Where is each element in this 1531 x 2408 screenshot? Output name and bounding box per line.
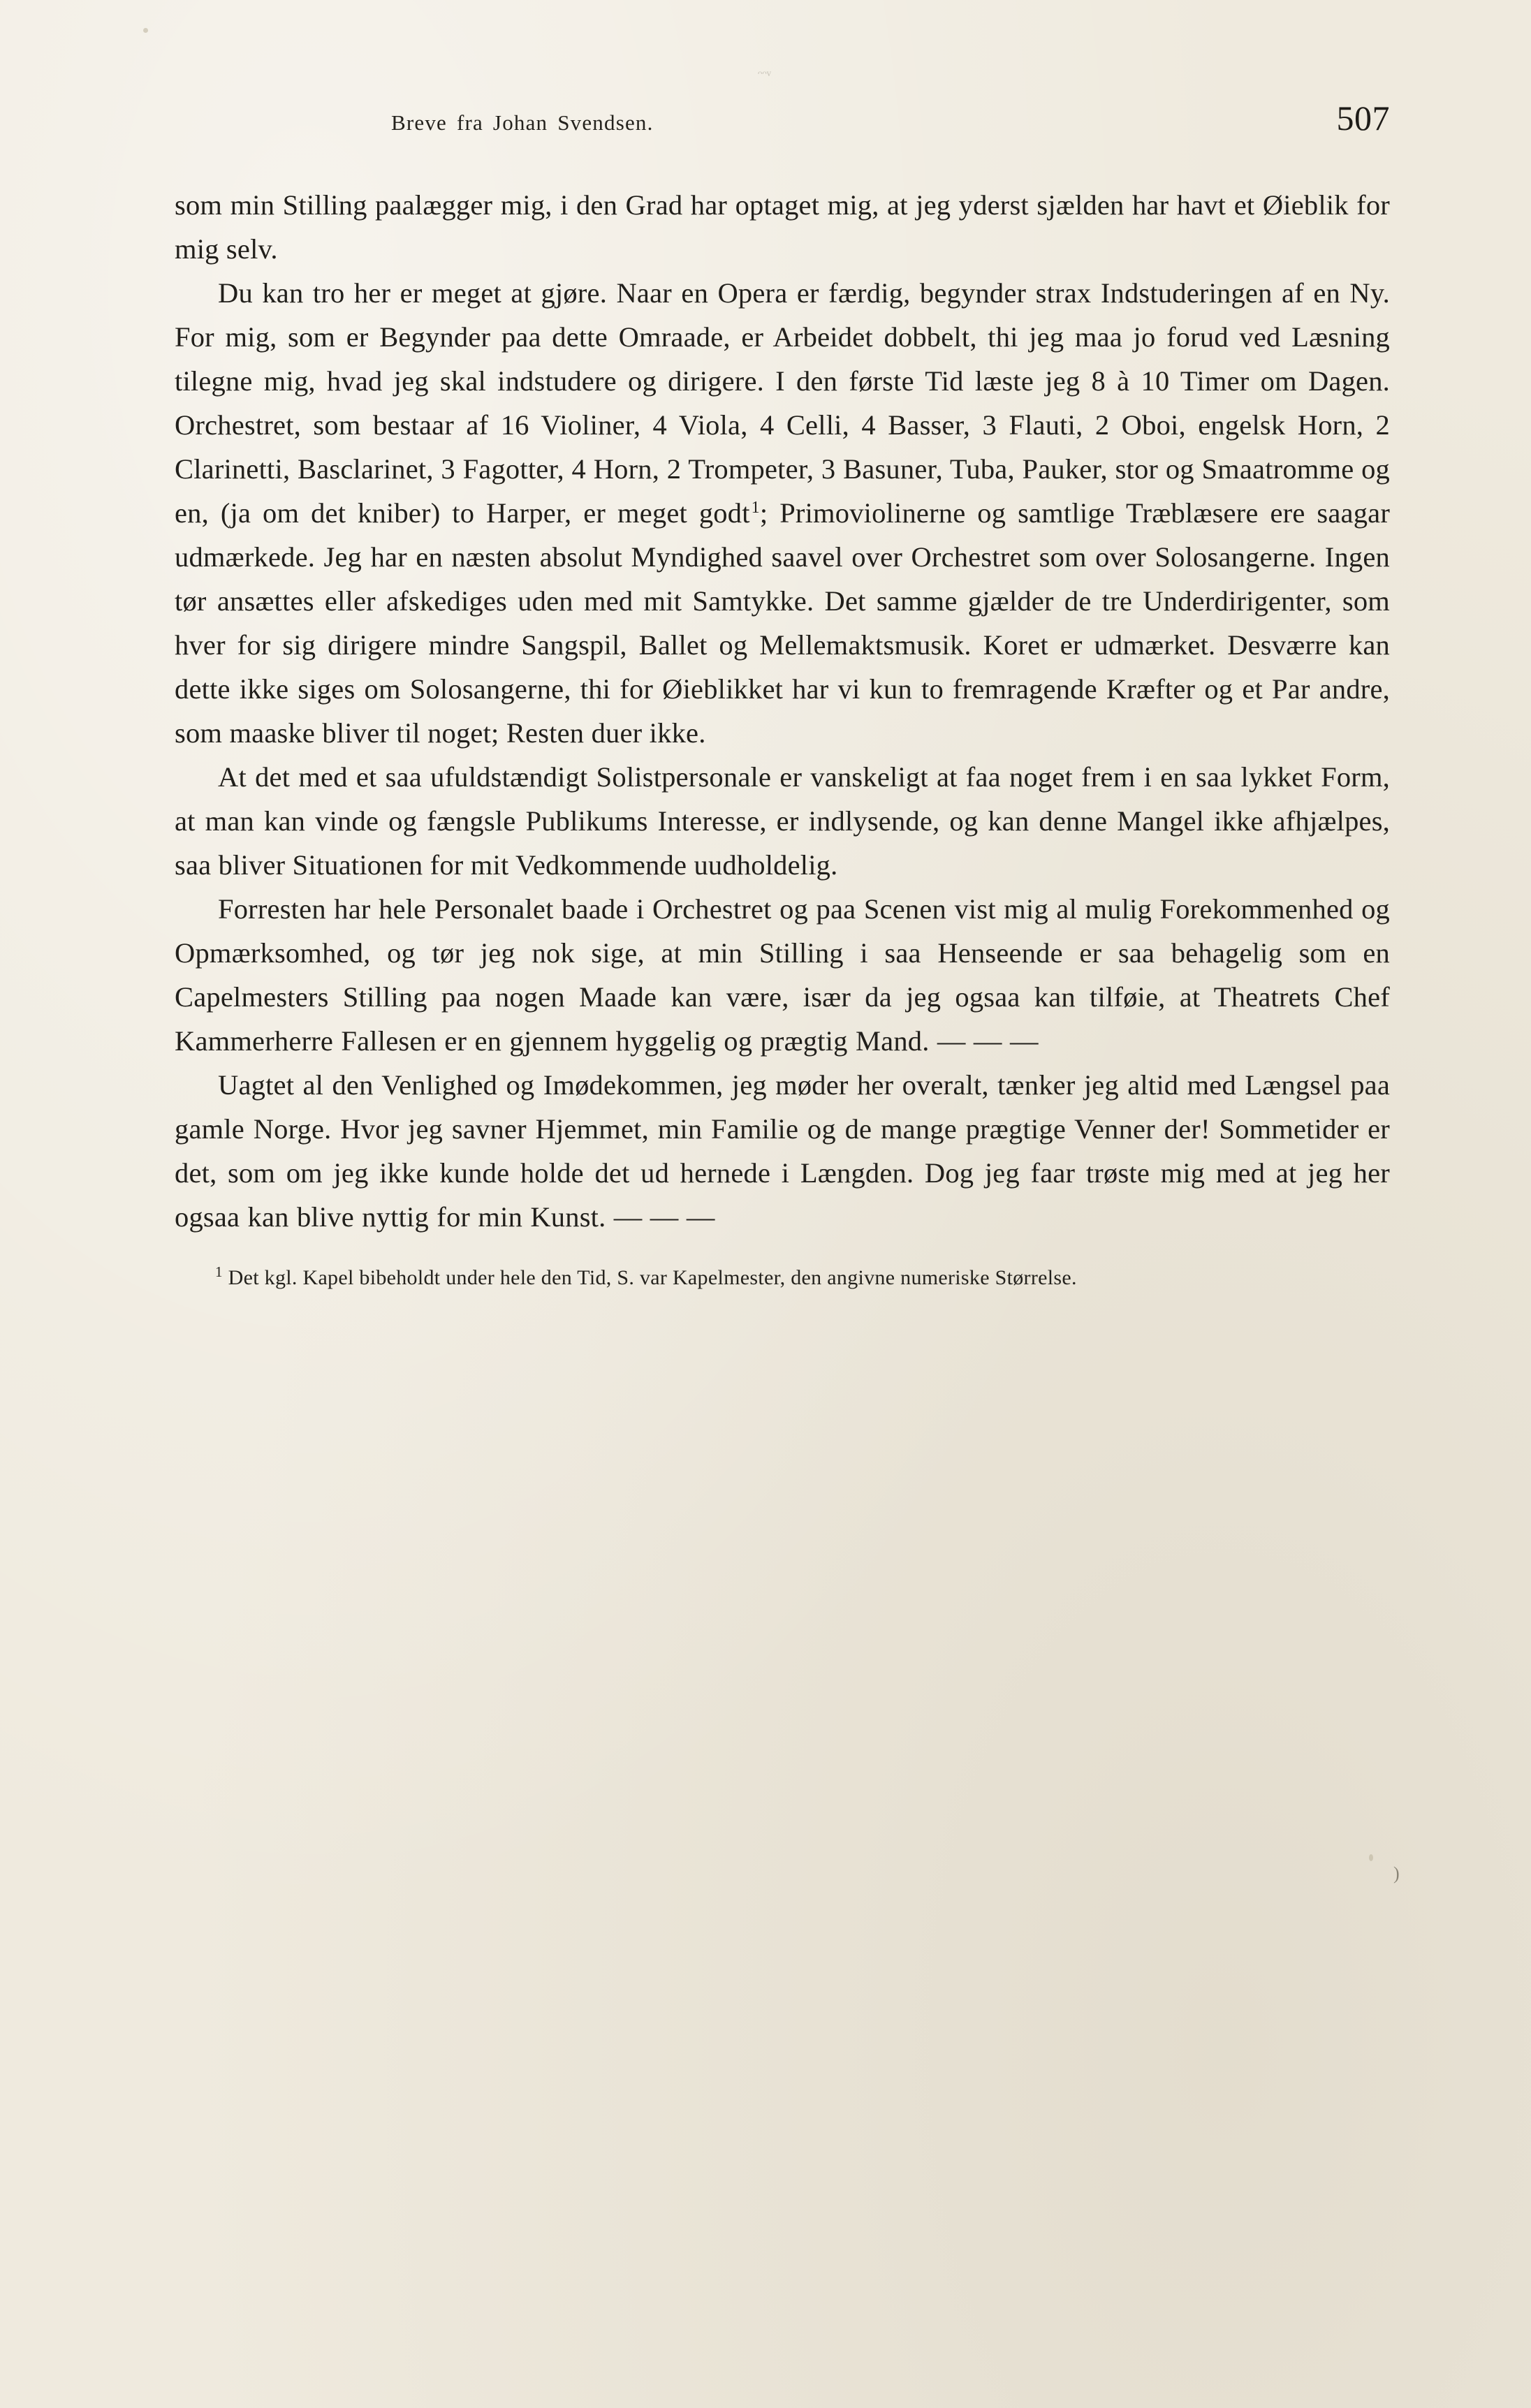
running-title: Breve fra Johan Svendsen.	[391, 110, 654, 135]
footnote	[175, 1263, 1390, 1293]
page-speck-a	[143, 28, 148, 33]
footnote-reference[interactable]: 1	[751, 498, 760, 517]
body-text	[175, 183, 1390, 1239]
paragraph-5: Uagtet al den Venlighed og Imødekommen, jeg møder her overalt, tænker jeg altid med Længsel paa gamle Norge. Hvor jeg savner Hjemmet, min Familie og de mange prægtige Venner der! Sommetider er det, som om jeg ikke kunde holde det ud hernede i Længden. Dog jeg faar trøste mig med at jeg her ogsaa kan blive nyttig for min Kunst. — — —	[175, 1069, 1390, 1233]
paragraph-2	[175, 271, 1390, 755]
page-speck-b	[1369, 1854, 1373, 1861]
paragraph-2-text: Du kan tro her er meget at gjøre. Naar en Opera er færdig, begynder strax Indstuderingen af en Ny. For mig, som er Begynder paa dette Omraade, er Arbeidet dobbelt, thi jeg maa jo forud ved Læsning tilegne mig, hvad jeg skal indstudere og dirigere. I den første Tid læste jeg 8 à 10 Timer om Dagen. Orchestret, som bestaar af 16 Violiner, 4 Viola, 4 Celli, 4 Basser, 3 Flauti, 2 Oboi, engelsk Horn, 2 Clarinetti, Basclarinet, 3 Fagotter, 4 Horn, 2 Trompeter, 3 Basuner, Tuba, Pauker, stor og Smaatromme og en, (ja om det kniber) to Harper, er meget godt	[175, 277, 1390, 529]
page-number: 507	[1336, 98, 1390, 138]
page-speck-top: ᵔᵔᵛ	[758, 66, 772, 84]
page-content	[175, 98, 1390, 1293]
footnote-text: Det kgl. Kapel bibeholdt under hele den Tid, S. var Kapelmester, den angivne numeriske Størrelse.	[228, 1266, 1077, 1289]
footnote-marker: 1	[215, 1263, 223, 1280]
paragraph-3: At det med et saa ufuldstændigt Solistpersonale er vanskeligt at faa noget frem i en saa lykket Form, at man kan vinde og fængsle Publikums Interesse, er indlysende, og kan denne Mangel ikke afhjælpes, saa bliver Situationen for mit Vedkommende uudholdelig.	[175, 761, 1390, 881]
page-header	[175, 98, 1390, 147]
paragraph-2-text-after: ; Primoviolinerne og samtlige Træblæsere ere saagar udmærkede. Jeg har en næsten absolut Myndighed saavel over Orchestret som over Solosangerne. Ingen tør ansættes eller afskediges uden med mit Samtykke. Det samme gjælder de tre Underdirigenter, som hver for sig dirigere mindre Sangspil, Ballet og Mellemaktsmusik. Koret er udmærket. Desværre kan dette ikke siges om Solosangerne, thi for Øieblikket har vi kun to fremragende Kræfter og et Par andre, som maaske bliver til noget; Resten duer ikke.	[175, 497, 1391, 749]
paragraph-1: som min Stilling paalægger mig, i den Grad har optaget mig, at jeg yderst sjælden har havt et Øieblik for mig selv.	[175, 189, 1390, 265]
page-edge-mark: )	[1393, 1863, 1400, 1884]
paragraph-4: Forresten har hele Personalet baade i Orchestret og paa Scenen vist mig al mulig Forekommenhed og Opmærksomhed, og tør jeg nok sige, at min Stilling i saa Henseende er saa behagelig som en Capelmesters Stilling paa nogen Maade kan være, især da jeg ogsaa kan tilføie, at Theatrets Chef Kammerherre Fallesen er en gjennem hyggelig og prægtig Mand. — — —	[175, 893, 1390, 1057]
